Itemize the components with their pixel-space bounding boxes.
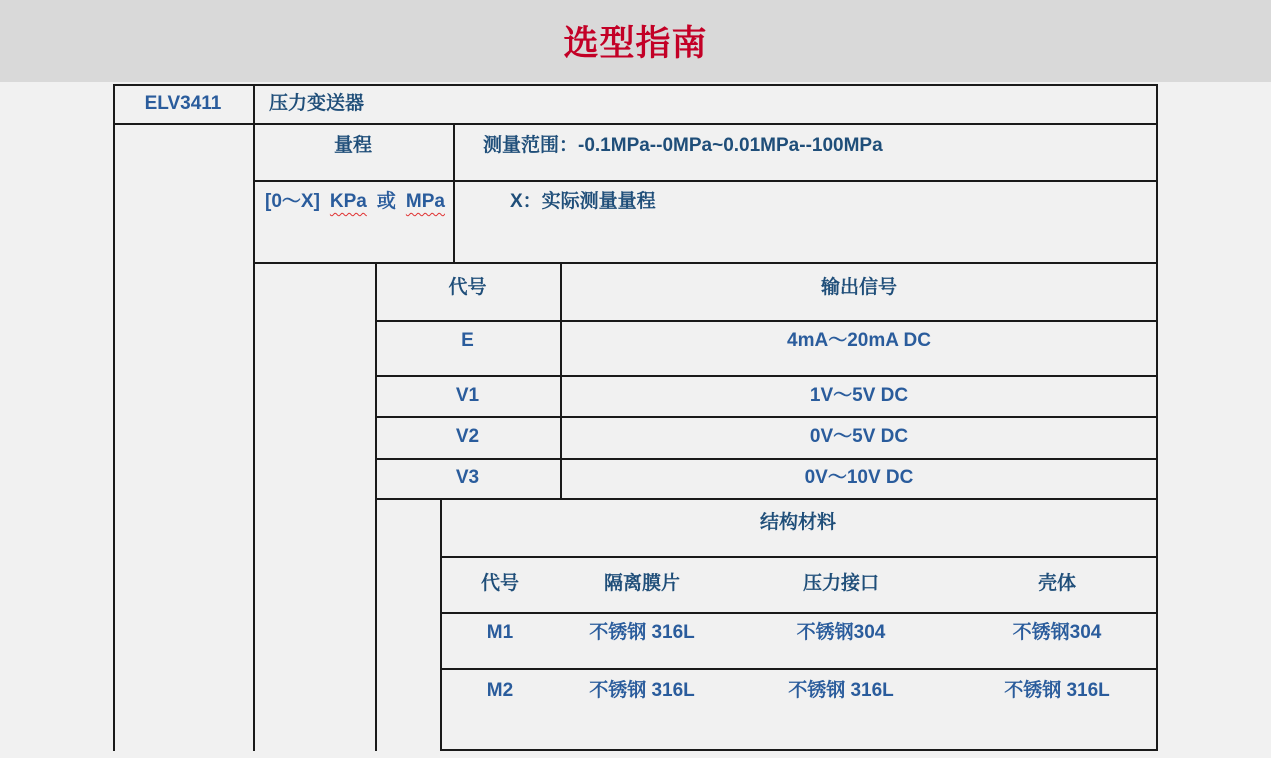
range-format-unit-kpa: KPa (329, 191, 367, 212)
material-row-housing: 不锈钢 316L (1004, 680, 1110, 701)
range-format-unit-mpa: MPa (405, 191, 445, 212)
table-border-line (440, 749, 1158, 751)
table-border-line (375, 416, 1158, 418)
table-border-line (375, 458, 1158, 460)
material-row-diaphragm: 不锈钢 316L (589, 622, 695, 643)
table-border-line (375, 375, 1158, 377)
table-border-line (375, 320, 1158, 322)
range-format-note-cell: X：实际测量量程 (510, 191, 656, 212)
table-border-line (440, 612, 1158, 614)
signal-row-code: E (461, 330, 474, 351)
material-row-housing: 不锈钢304 (1012, 622, 1102, 643)
table-border-line (440, 668, 1158, 670)
range-value-cell: 测量范围：-0.1MPa--0MPa~0.01MPa--100MPa (483, 135, 883, 156)
table-border-line (375, 262, 377, 751)
table-border-line (560, 262, 562, 500)
range-label-cell: 量程 (333, 135, 372, 156)
range-format-prefix: [0～X] (265, 191, 320, 212)
signal-row-value: 0V～10V DC (804, 467, 914, 488)
signal-row-code: V1 (455, 384, 480, 406)
range-format-conjunction: 或 (376, 191, 396, 212)
model-code-cell: ELV3411 (144, 92, 222, 114)
table-border-line (113, 84, 115, 751)
page-header (0, 0, 1271, 82)
material-row-diaphragm: 不锈钢 316L (589, 680, 695, 701)
table-border-line (253, 262, 1158, 264)
material-row-code: M1 (486, 622, 514, 643)
table-border-line (113, 84, 1158, 86)
material-header-diaphragm: 隔离膜片 (603, 573, 680, 594)
table-border-line (1156, 84, 1158, 751)
table-border-line (253, 84, 255, 751)
material-header-port: 压力接口 (802, 573, 879, 594)
signal-row-code: V2 (455, 426, 480, 447)
table-border-line (253, 180, 1158, 182)
table-border-line (440, 556, 1158, 558)
signal-row-value: 4mA～20mA DC (787, 330, 931, 351)
page-title: 选型指南 (563, 24, 708, 63)
signal-row-value: 1V～5V DC (809, 384, 909, 406)
signal-header-output: 输出信号 (820, 277, 897, 298)
signal-row-value: 0V～5V DC (809, 426, 909, 447)
material-header-housing: 壳体 (1037, 573, 1076, 594)
signal-header-code: 代号 (448, 277, 487, 298)
material-row-port: 不锈钢 316L (788, 680, 894, 701)
table-border-line (113, 123, 1158, 125)
material-header-code: 代号 (480, 573, 519, 594)
material-row-code: M2 (486, 680, 514, 701)
table-border-line (375, 498, 1158, 500)
table-border-line (440, 498, 442, 751)
material-row-port: 不锈钢304 (796, 622, 886, 643)
table-border-line (453, 123, 455, 264)
range-format-cell (253, 180, 455, 262)
signal-row-code: V3 (455, 467, 480, 488)
model-name-cell: 压力变送器 (269, 92, 365, 114)
material-table-title: 结构材料 (759, 512, 836, 533)
